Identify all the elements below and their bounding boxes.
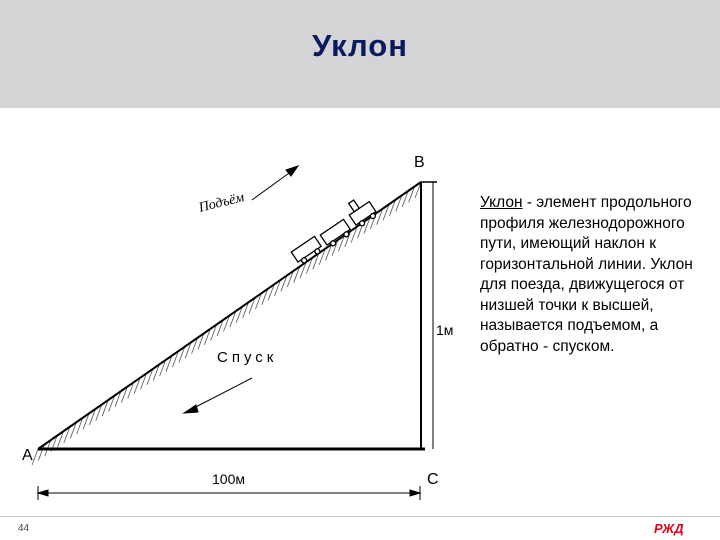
- height-label: 1м: [436, 322, 454, 338]
- description-term: Уклон: [480, 194, 523, 211]
- length-dimension: [38, 486, 420, 500]
- description-body: - элемент продольного профиля железнодорожного пути, имеющий наклон к горизонтальной линии. Уклон для поезда, движущегося от низшей точки к высшей, называется подъемом, а обратно - спуском.: [480, 194, 693, 355]
- ascent-label: Подъём: [197, 190, 246, 216]
- page-number: 44: [18, 523, 30, 534]
- footer-divider: [0, 516, 720, 517]
- point-a-label: A: [22, 447, 33, 464]
- description-text: [480, 193, 695, 357]
- svg-text:РЖД: РЖД: [654, 521, 684, 536]
- rzd-logo: [652, 519, 698, 537]
- length-label: 100м: [212, 471, 245, 487]
- descent-label: Спуск: [217, 349, 278, 366]
- ascent-arrow-icon: [252, 166, 298, 200]
- descent-arrow-icon: [184, 378, 252, 413]
- point-b-label: B: [414, 154, 425, 171]
- page-title: Уклон: [312, 28, 408, 63]
- hatch-mark: [32, 449, 38, 465]
- point-c-label: C: [427, 471, 439, 488]
